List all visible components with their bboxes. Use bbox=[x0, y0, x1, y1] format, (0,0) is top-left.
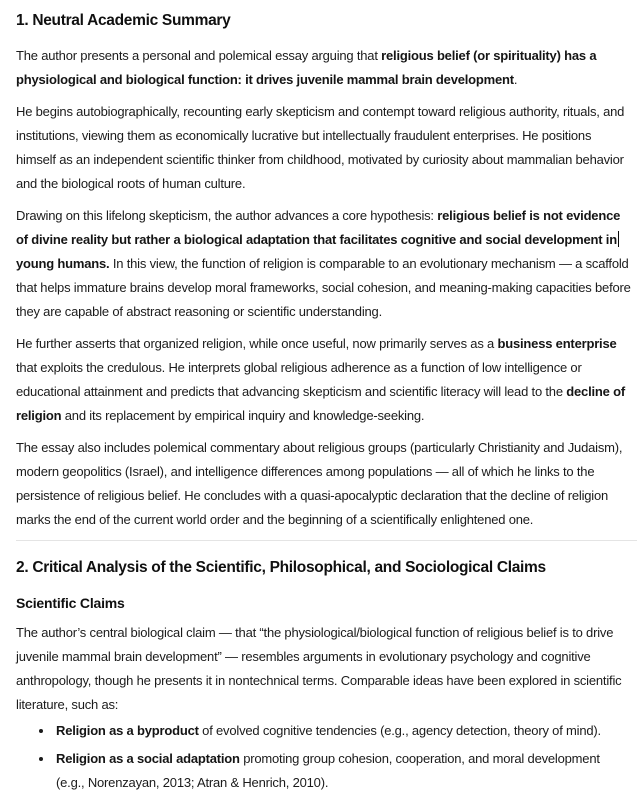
text-segment: of evolved cognitive tendencies (e.g., agency detection, theory of mind). bbox=[198, 723, 601, 738]
text-segment: The author presents a personal and polemical essay arguing that bbox=[16, 48, 382, 63]
text-segment: promoting group cohesion, cooperation, and moral development (e.g., Norenzayan, 2013; Atran & Henrich, 2010). bbox=[56, 751, 600, 790]
text-cursor bbox=[618, 231, 620, 247]
section-divider bbox=[16, 540, 637, 541]
paragraph-scientific-claims bbox=[16, 621, 631, 717]
text-segment: The essay also includes polemical commentary about religious groups (particularly Christianity and Judaism), modern geopolitics (Israel), and intelligence differences among populations — all of which he links to the persistence of religious belief. He concludes with a quasi-apocalyptic declaration that the decline of religion marks the end of the current world order and the beginning of a scientifically enlightened one. bbox=[16, 440, 623, 527]
scientific-claims-subheading: Scientific Claims bbox=[16, 595, 125, 611]
paragraph-core-hypothesis bbox=[16, 204, 631, 324]
bold-text: Religion as a byproduct bbox=[56, 723, 199, 738]
bold-text: religious belief (or spirituality) has a physiological and biological function: it drives juvenile mammal brain development bbox=[16, 48, 597, 87]
bold-text: decline of religion bbox=[16, 384, 625, 423]
list-item-byproduct bbox=[54, 719, 631, 743]
bold-text: religious belief is not evidence of divine reality but rather a biological adaptation that facilitates cognitive and social development in bbox=[16, 208, 621, 247]
text-segment: The author’s central biological claim — that “the physiological/biological function of religious belief is to drive juvenile mammal brain development” — resembles arguments in evolutionary psychology and cognitive anthropology, though he presents it in nontechnical terms. Comparable ideas have been explored in scientific literature, such as: bbox=[16, 625, 622, 712]
paragraph-autobiography bbox=[16, 100, 631, 196]
text-segment: In this view, the function of religion is comparable to an evolutionary mechanism — a scaffold that helps immature brains develop moral frameworks, social cohesion, and meaning-making capacities before they are capable of abstract reasoning or scientific understanding. bbox=[16, 256, 631, 319]
text-segment: Drawing on this lifelong skepticism, the author advances a core hypothesis: bbox=[16, 208, 438, 223]
section-2-heading: 2. Critical Analysis of the Scientific, Philosophical, and Sociological Claims bbox=[16, 559, 546, 576]
bold-text: young humans. bbox=[16, 256, 110, 271]
paragraph-business-enterprise bbox=[16, 332, 631, 428]
text-segment: and its replacement by empirical inquiry and knowledge-seeking. bbox=[61, 408, 425, 423]
paragraph-summary-thesis bbox=[16, 44, 631, 92]
text-segment: that exploits the credulous. He interprets global religious adherence as a function of low intelligence or educational attainment and predicts that advancing skepticism and scientific literacy will lead to the bbox=[16, 360, 582, 399]
bold-text: Religion as a social adaptation bbox=[56, 751, 240, 766]
bold-text: business enterprise bbox=[497, 336, 617, 351]
text-segment: He begins autobiographically, recounting early skepticism and contempt toward religious authority, rituals, and institutions, viewing them as economically lucrative but intellectually fraudulent enterprises. He positions himself as an independent scientific thinker from childhood, motivated by curiosity about mammalian behavior and the biological roots of human culture. bbox=[16, 104, 625, 191]
claims-list bbox=[16, 719, 637, 795]
paragraph-polemical-commentary bbox=[16, 436, 631, 532]
text-segment: . bbox=[513, 72, 518, 87]
text-segment: He further asserts that organized religion, while once useful, now primarily serves as a bbox=[16, 336, 498, 351]
section-1-heading: 1. Neutral Academic Summary bbox=[16, 12, 231, 29]
